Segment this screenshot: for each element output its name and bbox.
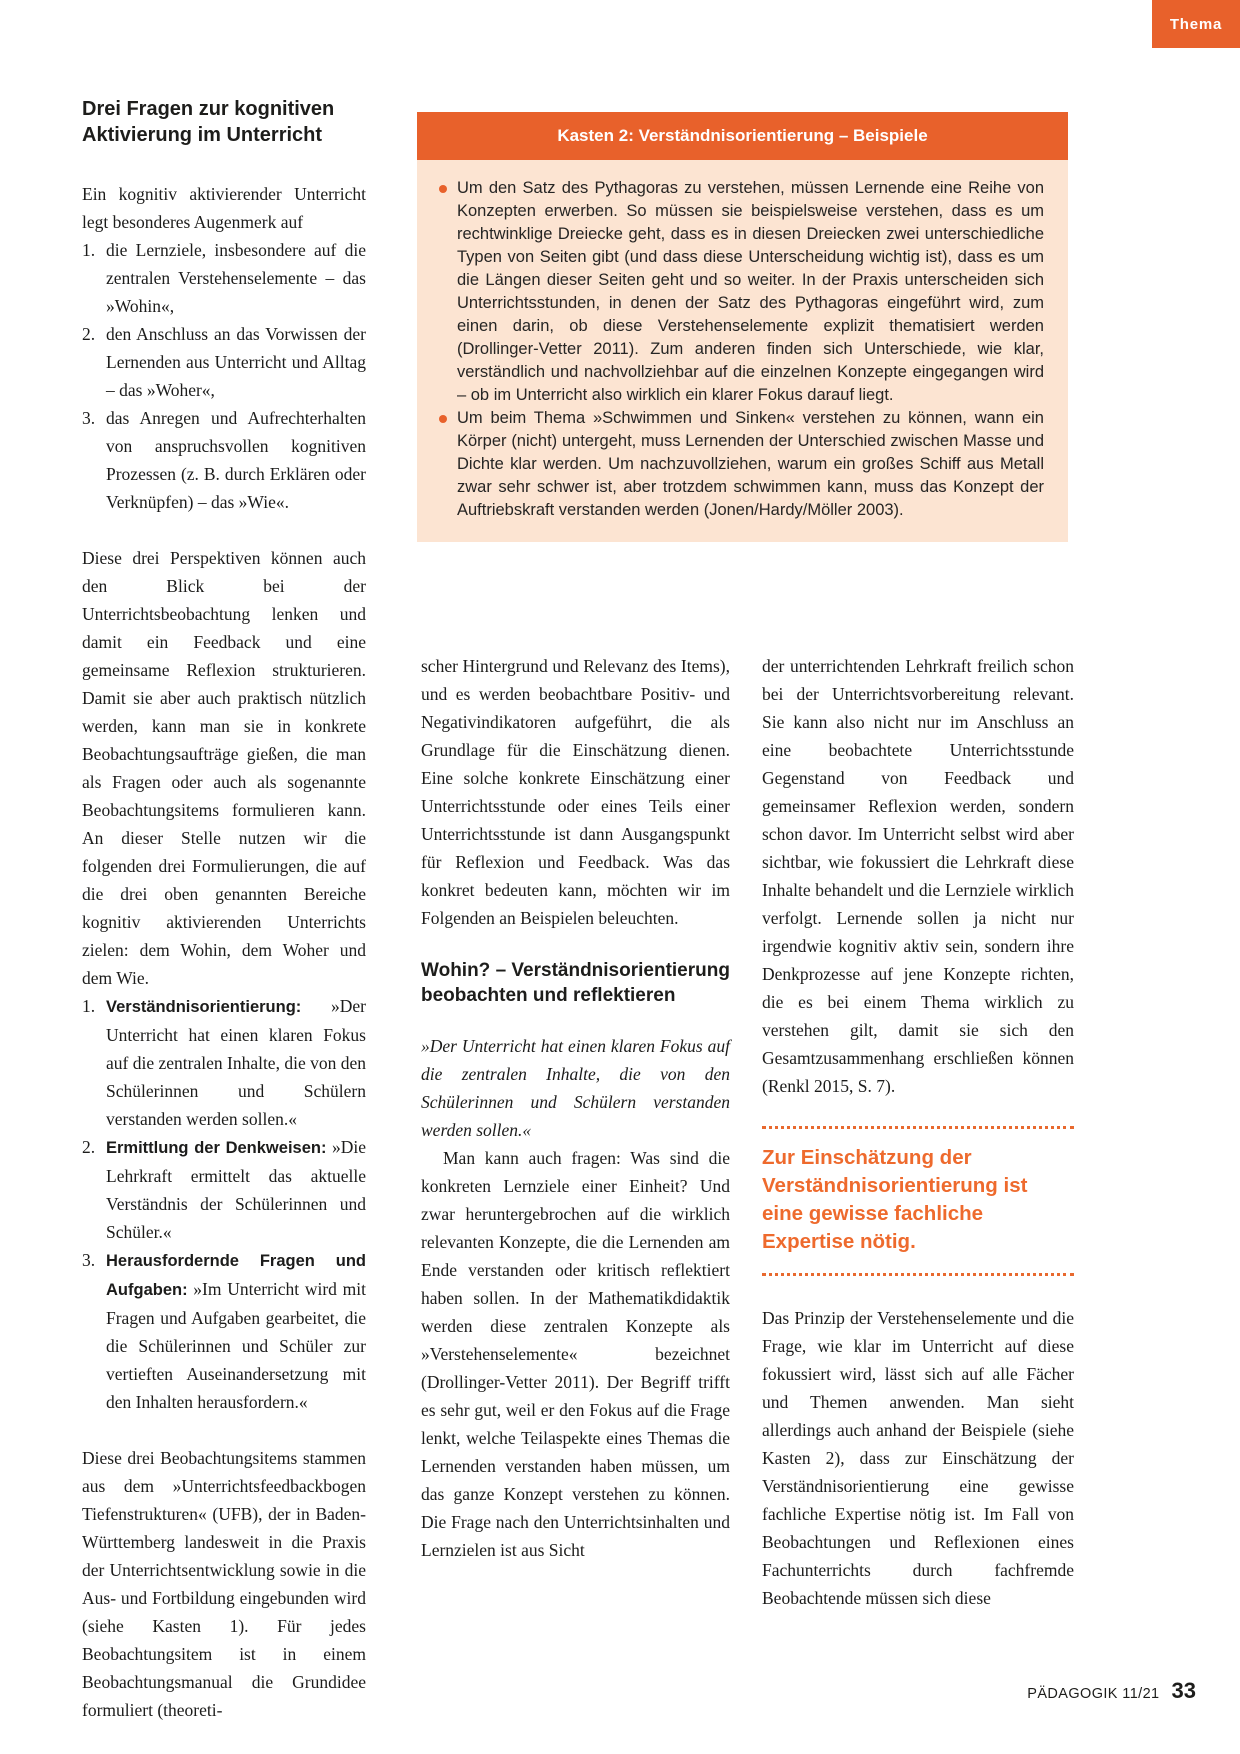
- thema-tab-label: Thema: [1169, 15, 1223, 33]
- list-item-body: »Der Unterricht hat einen klaren Fokus auf die zentralen Inhalte, die von den Schülerinnen und Schülern verstanden werden sollen.«: [106, 996, 366, 1129]
- thema-tab: [1152, 0, 1240, 48]
- list-number: 1.: [82, 996, 96, 1016]
- numbered-list-2: [82, 992, 366, 1416]
- list-number: 3.: [82, 408, 96, 428]
- left-column: [82, 96, 366, 1724]
- list-item-body: »Im Unterricht wird mit Fragen und Aufgaben gearbeitet, die die Schülerinnen und Schüler zur vertieften Auseinandersetzung mit den Inhalten herausfordern.«: [106, 1279, 366, 1412]
- kasten-bullet-item: [439, 407, 1044, 522]
- list-item: [82, 236, 366, 320]
- kasten-bullet-text: Um den Satz des Pythagoras zu verstehen, müssen Lernende eine Reihe von Konzepten erwerben. So müssen sie beispielsweise verstehen, dass es um rechtwinklige Dreiecke geht, dass es in diesen Dreiecken zwei unterschiedliche Typen von Seiten gibt (und dass diese Unterscheidung wichtig ist), dass es um die Längen dieser Seiten geht und so weiter. In der Praxis unterscheiden sich Unterrichtsstunden, in denen der Satz des Pythagoras eingeführt wird, zum einen darin, ob diese Verstehenselemente explizit thematisiert werden (Drollinger-Vetter 2011). Zum anderen finden sich Unterschiede, wie klar, verständlich und nachvollziehbar auf die einzelnen Konzepte eingegangen wird – ob im Unterricht also wirklich ein klarer Fokus darauf liegt.: [457, 179, 1044, 404]
- list-item-text: [106, 1246, 366, 1416]
- section-heading: Drei Fragen zur kognitiven Aktivierung im Unterricht: [82, 98, 335, 146]
- list-item-text: den Anschluss an das Vorwissen der Lernenden aus Unterricht und Alltag – das »Woher«,: [106, 324, 366, 400]
- page-number: 33: [1171, 1678, 1196, 1703]
- list-item: [82, 1133, 366, 1246]
- list-item-lead: Herausfordernde Fragen und Aufgaben:: [106, 1252, 366, 1299]
- quote-paragraph: »Der Unterricht hat einen klaren Fokus auf die zentralen Inhalte, die von den Schülerinnen und Schülern verstanden werden sollen.«: [421, 1036, 730, 1140]
- body-paragraph: der unterrichtenden Lehrkraft freilich schon bei der Unterrichtsvorbereitung relevant. Sie kann also nicht nur im Anschluss an eine beobachtete Unterrichtsstunde Gegenstand von Feedback und gemeinsamer Reflexion werden, sondern schon davor. Im Unterricht selbst wird aber sichtbar, wie fokussiert die Lehrkraft diese Inhalte behandelt und die Lernziele wirklich verfolgt. Lernende sollen ja nicht nur irgendwie kognitiv aktiv sein, sondern ihre Denkprozesse auf jene Konzepte richten, die es bei einem Thema wirklich zu verstehen gilt, damit sie sich den Gesamtzusammenhang erschließen können (Renkl 2015, S. 7).: [762, 656, 1074, 1096]
- right-column: [762, 652, 1074, 1612]
- intro-paragraph: Ein kognitiv aktivierender Unterricht legt besonderes Augenmerk auf: [82, 184, 366, 232]
- body-paragraph: Das Prinzip der Verstehenselemente und die Frage, wie klar im Unterricht auf diese fokussiert wird, lässt sich auf alle Fächer und Themen anwenden. Man sieht allerdings auch anhand der Beispiele (siehe Kasten 2), dass zur Einschätzung der Verständnisorientierung eine gewisse fachliche Expertise nötig ist. Im Fall von Beobachtungen und Reflexionen eines Fachunterrichts durch fachfremde Beobachtende müssen sich diese: [762, 1308, 1074, 1608]
- list-number: 3.: [82, 1250, 96, 1270]
- kasten-2-body: [417, 160, 1068, 542]
- list-number: 2.: [82, 1137, 96, 1157]
- list-item-text: die Lernziele, insbesondere auf die zentralen Verstehenselemente – das »Wohin«,: [106, 240, 366, 316]
- subsection-heading: Wohin? – Verständnisorientierung beobachten und reflektieren: [421, 960, 730, 1006]
- list-item-body: »Die Lehrkraft ermittelt das aktuelle Verständnis der Schülerinnen und Schüler.«: [106, 1137, 366, 1242]
- list-item: [82, 992, 366, 1133]
- body-paragraph: Diese drei Perspektiven können auch den Blick bei der Unterrichtsbeobachtung lenken und damit ein Feedback und eine gemeinsame Reflexion strukturieren. Damit sie aber auch praktisch nützlich werden, kann man sie in konkrete Beobachtungsaufträge gießen, die man als Fragen oder auch als sogenannte Beobachtungsitems formulieren kann. An dieser Stelle nutzen wir die folgenden drei Formulierungen, die auf die drei oben genannten Bereiche kognitiv aktivierenden Unterrichts zielen: dem Wohin, dem Woher und dem Wie.: [82, 548, 366, 988]
- list-item-text: [106, 1133, 366, 1246]
- list-number: 2.: [82, 324, 96, 344]
- body-paragraph: Man kann auch fragen: Was sind die konkreten Lernziele einer Einheit? Und zwar heruntergebrochen auf die wirklich relevanten Konzepte, die die Lernenden am Ende verstanden oder kritisch reflektiert haben sollen. In der Mathematikdidaktik werden diese zentralen Konzepte als »Verstehenselemente« bezeichnet (Drollinger-Vetter 2011). Der Begriff trifft es sehr gut, weil er den Fokus auf die Frage lenkt, welche Teilaspekte eines Themas die Lernenden verstanden haben müssen, um das ganze Konzept verstehen zu können. Die Frage nach den Unterrichtsinhalten und Lernzielen ist aus Sicht: [421, 1148, 730, 1560]
- list-item: [82, 1246, 366, 1416]
- kasten-2-header: [417, 112, 1068, 160]
- list-item: [82, 404, 366, 516]
- body-paragraph: scher Hintergrund und Relevanz des Items), und es werden beobachtbare Positiv- und Negativindikatoren aufgeführt, die als Grundlage für die Einschätzung dienen. Eine solche konkrete Einschätzung einer Unterrichtsstunde oder eines Teils einer Unterrichtsstunde ist dann Ausgangspunkt für Reflexion und Feedback. Was das konkret bedeuten kann, möchten wir im Folgenden an Beispielen beleuchten.: [421, 656, 730, 928]
- list-item-lead: Verständnisorientierung:: [106, 998, 302, 1016]
- kasten-bullet-text: Um beim Thema »Schwimmen und Sinken« verstehen zu können, wann ein Körper (nicht) untergeht, muss Lernenden der Unterschied zwischen Masse und Dichte klar werden. Um nachzuvollziehen, warum ein großes Schiff aus Metall zwar sehr schwer ist, aber trotzdem schwimmen kann, muss das Konzept der Auftriebskraft verstanden werden (Jonen/Hardy/Möller 2003).: [457, 409, 1044, 519]
- middle-column: [421, 652, 730, 1564]
- page-footer: [1027, 1678, 1196, 1704]
- bullet-icon: [439, 185, 447, 193]
- journal-name: PÄDAGOGIK 11/21: [1027, 1686, 1160, 1702]
- list-number: 1.: [82, 240, 96, 260]
- list-item-text: das Anregen und Aufrechterhalten von anspruchsvollen kognitiven Prozessen (z. B. durch Erklären oder Verknüpfen) – das »Wie«.: [106, 408, 366, 512]
- numbered-list-1: [82, 236, 366, 516]
- bullet-icon: [439, 415, 447, 423]
- body-paragraph: Diese drei Beobachtungsitems stammen aus dem »Unterrichtsfeedbackbogen Tiefenstrukturen« (UFB), der in Baden-Württemberg landesweit in die Praxis der Unterrichtsentwicklung sowie in die Aus- und Fortbildung eingebunden wird (siehe Kasten 1). Für jedes Beobachtungsitem ist in einem Beobachtungsmanual die Grundidee formuliert (theoreti-: [82, 1448, 366, 1720]
- kasten-bullet-item: [439, 177, 1044, 407]
- pull-quote: Zur Einschätzung der Verständnisorientierung ist eine gewisse fachliche Expertise nötig.: [762, 1126, 1074, 1276]
- list-item-text: [106, 992, 366, 1133]
- list-item-lead: Ermittlung der Denkweisen:: [106, 1139, 327, 1157]
- kasten-2-title: Kasten 2: Verständnisorientierung – Beispiele: [557, 126, 928, 145]
- kasten-2-box: [417, 112, 1068, 542]
- list-item: [82, 320, 366, 404]
